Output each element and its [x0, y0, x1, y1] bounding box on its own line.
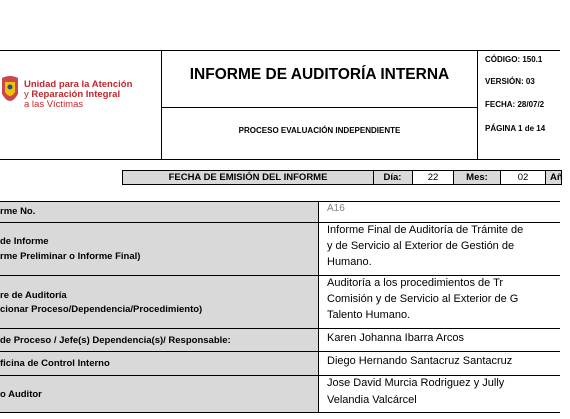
page-total: de 14: [522, 124, 546, 133]
internal-control-head-label: ficina de Control Interno: [0, 358, 110, 369]
label-bg-1: [0, 202, 318, 222]
audit-name-hint: cionar Proceso/Dependencia/Procedimiento): [0, 304, 203, 315]
year-label: Añ: [550, 172, 563, 183]
label-bg-6: [0, 376, 318, 412]
logo: [0, 70, 140, 118]
report-type-value-line-3: Humano.: [327, 256, 372, 268]
header-bottom-border: [0, 159, 560, 160]
process-owner-value: Karen Johanna Ibarra Arcos: [327, 332, 464, 344]
logo-line-3: a las Víctimas: [24, 99, 84, 110]
document-date: FECHA: 28/07/2: [485, 100, 545, 109]
header-top-border: [0, 50, 560, 51]
audit-name-value-line-3: Talento Humano.: [327, 309, 411, 321]
table-line-6: [0, 375, 560, 376]
auditor-team-label: o Auditor: [0, 389, 42, 400]
process-name: PROCESO EVALUACIÓN INDEPENDIENTE: [238, 126, 401, 135]
table-line-5: [0, 351, 560, 352]
logo-line-2a: y: [24, 89, 32, 100]
logo-text: [24, 80, 132, 110]
label-bg-3: [0, 276, 318, 328]
report-type-hint: rme Preliminar o Informe Final): [0, 251, 141, 262]
process-owner-label: de Proceso / Jefe(s) Dependencia(s)/ Responsable:: [0, 335, 231, 346]
header-mid-border: [162, 107, 477, 108]
table-line-3: [0, 275, 560, 276]
table-line-2: [0, 222, 560, 223]
day-label: Día:: [373, 171, 413, 184]
auditor-team-value-line-2: Velandia Valcárcel: [327, 394, 417, 406]
document-version: VERSIÓN: 03: [485, 77, 535, 86]
month-label: Mes:: [454, 171, 501, 184]
label-bg-2: [0, 223, 318, 275]
report-number-label: rme No.: [0, 206, 36, 217]
internal-control-head-value: Diego Hernando Santacruz Santacruz: [327, 355, 513, 367]
audit-name-value-line-1: Auditoría a los procedimientos de Tr: [327, 277, 504, 289]
report-type-value-line-1: Informe Final de Auditoría de Trámite de: [327, 224, 524, 236]
coat-of-arms-icon: [0, 74, 20, 108]
emission-date-bar: [122, 170, 562, 185]
header-divider-right: [477, 50, 478, 160]
emission-date-label: FECHA DE EMISIÓN DEL INFORME: [123, 171, 374, 184]
audit-name-value-line-2: Comisión y de Servicio al Exterior de G: [327, 293, 519, 305]
logo-line-2b: Reparación Integral: [31, 89, 121, 100]
page-prefix: PÁGINA: [485, 124, 519, 133]
report-number-value: A16: [327, 203, 345, 214]
table-line-4: [0, 328, 560, 329]
table-line-7: [0, 412, 560, 413]
audit-name-label: re de Auditoría: [0, 290, 67, 301]
month-value: 02: [501, 171, 546, 184]
document-title: INFORME DE AUDITORÍA INTERNA: [189, 66, 450, 83]
auditor-team-value-line-1: Jose David Murcia Rodriguez y Jully: [327, 377, 505, 389]
table-line-1: [0, 201, 560, 202]
table-column-divider: [318, 201, 319, 413]
page-number: [485, 124, 545, 133]
report-type-label: de Informe: [0, 236, 49, 247]
report-type-value-line-2: y de Servicio al Exterior de Gestión de: [327, 240, 515, 252]
page-current: 1: [518, 124, 523, 133]
day-value: 22: [413, 171, 454, 184]
document-code: CÓDIGO: 150.1: [485, 55, 543, 64]
logo-line-1: Unidad para la Atención: [24, 79, 133, 90]
